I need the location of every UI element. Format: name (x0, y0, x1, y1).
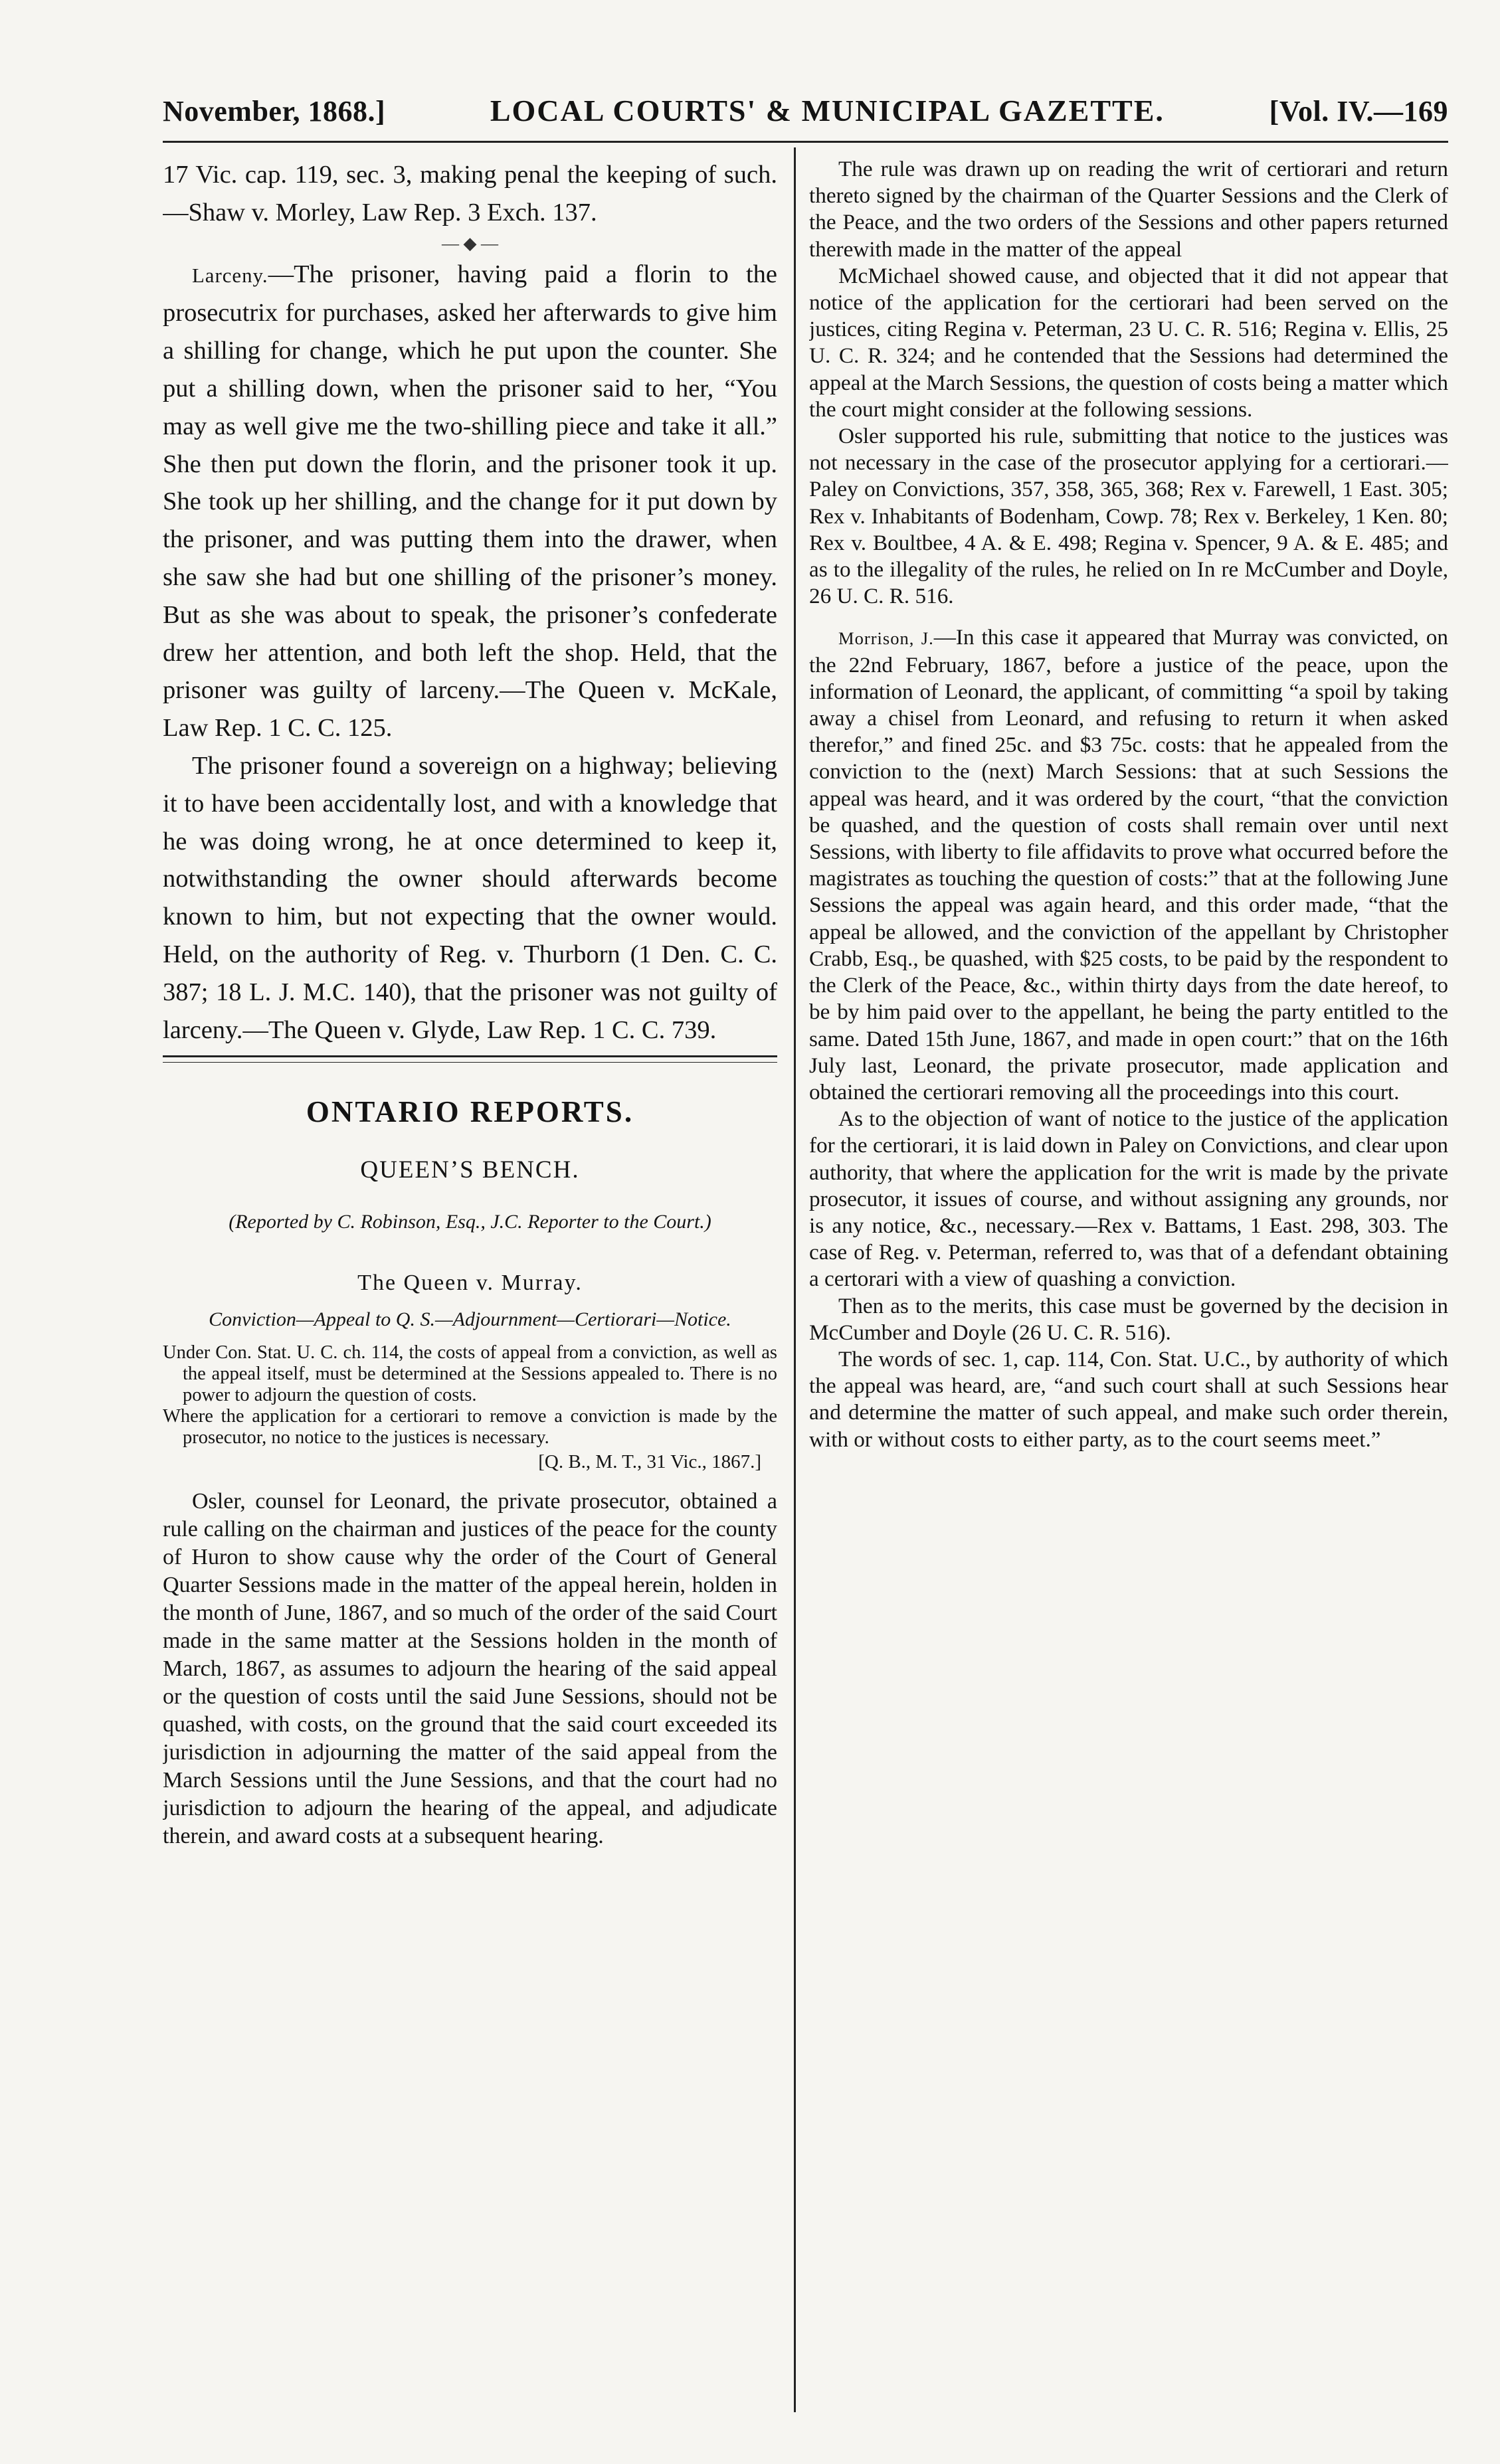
issue-date: November, 1868.] (163, 95, 386, 128)
larceny-lead: Larceny. (192, 264, 268, 287)
running-head (163, 93, 1448, 139)
notice-objection: As to the objection of want of notice to the justice of the application for the certiorari, it is laid down in Paley on Convictions, and clear upon authority, that where the application for the writ is made by the private prosecutor, it issues of course, and without assigning any grounds, nor is any notice, &c., necessary.—Rex v. Battams, 1 East. 298, 303. The case of Reg. v. Peterman, referred to, was that of a defendant obtaining a certorari with a view of quashing a conviction. (809, 1106, 1448, 1292)
ornament-divider: — ◆ — (442, 233, 498, 253)
osler-argument: Osler supported his rule, submitting that notice to the justices was not necessary in the case of the prosecutor applying for a certiorari.—Paley on Convictions, 357, 358, 365, 368; Rex v. Farewell, 1 East. 305; Rex v. Inhabitants of Bodenham, Cowp. 78; Rex v. Berkeley, 1 Ken. 80; Rex v. Boultbee, 4 A. & E. 498; Regina v. Spencer, 9 A. & E. 485; and as to the illegality of the rules, he relied on In re McCumber and Doyle, 26 U. C. R. 516. (809, 424, 1448, 609)
reports-heading: ONTARIO REPORTS. (306, 1095, 634, 1129)
judgment-facts: —In this case it appeared that Murray was convicted, on the 22nd February, 1867, before a justice of the peace, upon the information of Leonard, the applicant, of committing “a spoil by taking away a chisel from Leonard, and refusing to return it when asked therefor,” and fined 25c. and $3 75c. costs: that he appealed from the conviction to the (next) March Sessions: that at such Sessions the appeal was heard, and it was ordered by the court, “that the conviction be quashed, and the question of costs shall remain over until next Sessions, with liberty to file affidavits to prove what occurred before the magistrates as touching the question of costs:” that at the following June Sessions the appeal was again heard, and this order made, “that the appeal be allowed, and the conviction of the appellant by Christopher Crabb, Esq., be quashed, with $25 costs, to be paid by the respondent to the Clerk of the Peace, &c., within thirty days from the date hereof, to be by him paid over to the appellant, he being the party entitled to the same. Dated 15th June, 1867, and made in open court:” that on the 16th July last, Leonard, the private prosecutor, made application and obtained the certiorari removing all the proceedings into this court. (809, 625, 1448, 1104)
section-rule (163, 1055, 777, 1063)
header-rule (163, 141, 1448, 143)
judge-lead: Morrison, J. (838, 628, 934, 649)
case-title: The Queen v. Murray. (357, 1271, 583, 1296)
court-heading: QUEEN’S BENCH. (360, 1156, 580, 1184)
left-column (163, 156, 777, 2427)
larceny-digest (163, 256, 777, 747)
merits-paragraph: Then as to the merits, this case must be governed by the decision in McCumber and Doyle (26 U. C. R. 516). (809, 1293, 1448, 1345)
shaw-morley-digest: 17 Vic. cap. 119, sec. 3, making penal the keeping of such.—Shaw v. Morley, Law Rep. 3 Exch. 137. (163, 161, 777, 226)
reporter-line: (Reported by C. Robinson, Esq., J.C. Reporter to the Court.) (229, 1211, 711, 1233)
right-column (809, 156, 1448, 2427)
case-citation: [Q. B., M. T., 31 Vic., 1867.] (538, 1451, 761, 1473)
rule-drawn: The rule was drawn up on reading the writ of certiorari and return thereto signed by the chairman of the Quarter Sessions and the Clerk of the Peace, and the two orders of the Sessions and other papers returned therewith made in the matter of the appeal (809, 157, 1448, 262)
statute-words: The words of sec. 1, cap. 114, Con. Stat. U.C., by authority of which the appeal was heard, are, “and such court shall at such Sessions hear and determine the matter of such appeal, and make such order therein, with or without costs to either party, as to the court seems meet.” (809, 1346, 1448, 1452)
syllabus-item: Where the application for a certiorari to remove a conviction is made by the prosecutor, no notice to the justices is necessary. (163, 1406, 777, 1449)
syllabus-item: Under Con. Stat. U. C. ch. 114, the costs of appeal from a conviction, as well as the appeal itself, must be determined at the Sessions appealed to. There is no power to adjourn the question of costs. (163, 1342, 777, 1406)
rule-motion: Osler, counsel for Leonard, the private prosecutor, obtained a rule calling on the chairman and justices of the peace for the county of Huron to show cause why the order of the Court of General Quarter Sessions made in the matter of the appeal herein, holden in the month of June, 1867, and so much of the order of the said Court made in the same matter at the Sessions holden in the month of March, 1867, as assumes to adjourn the hearing of the said appeal or the question of costs until the said June Sessions, should not be quashed, with costs, on the ground that the said court exceeded its jurisdiction in adjourning the matter of the said appeal from the March Sessions until the June Sessions, and that the court had no jurisdiction to adjourn the hearing of the appeal, and adjudicate therein, and award costs at a subsequent hearing. (163, 1489, 777, 1849)
mcmichael-argument: McMichael showed cause, and objected that it did not appear that notice of the application for the certiorari had been served on the justices, citing Regina v. Peterman, 23 U. C. R. 516; Regina v. Ellis, 25 U. C. R. 324; and he contended that the Sessions had determined the appeal at the March Sessions, the question of costs being a matter which the court might consider at the following sessions. (809, 263, 1448, 422)
headnote-title: Conviction—Appeal to Q. S.—Adjournment—Certiorari—Notice. (209, 1308, 731, 1331)
syllabus (163, 1342, 777, 1449)
larceny-text: —The prisoner, having paid a florin to the prosecutrix for purchases, asked her afterwards to give him a shilling for change, which he put upon the counter. She put a shilling down, when the prisoner said to her, “You may as well give me the two-shilling piece and take it all.” She then put down the florin, and the prisoner took it up. She took up her shilling, and the change for it put down by the prisoner, and was putting them into the drawer, when she saw she had but one shilling of the prisoner’s money. But as she was about to speak, the prisoner’s confederate drew her attention, and both left the shop. Held, that the prisoner was guilty of larceny.—The Queen v. McKale, Law Rep. 1 C. C. 125. (163, 260, 777, 743)
judgment-opening (809, 624, 1448, 1106)
volume-page: [Vol. IV.—169 (1269, 95, 1448, 128)
glyde-digest: The prisoner found a sovereign on a highway; believing it to have been accidentally lost, and with a knowledge that he was doing wrong, he at once determined to keep it, notwithstanding the owner should afterwards become known to him, but not expecting that the owner would. Held, on the authority of Reg. v. Thurborn (1 Den. C. C. 387; 18 L. J. M.C. 140), that the prisoner was not guilty of larceny.—The Queen v. Glyde, Law Rep. 1 C. C. 739. (163, 751, 777, 1044)
publication-title: LOCAL COURTS' & MUNICIPAL GAZETTE. (490, 94, 1165, 128)
column-rule (794, 147, 796, 2412)
